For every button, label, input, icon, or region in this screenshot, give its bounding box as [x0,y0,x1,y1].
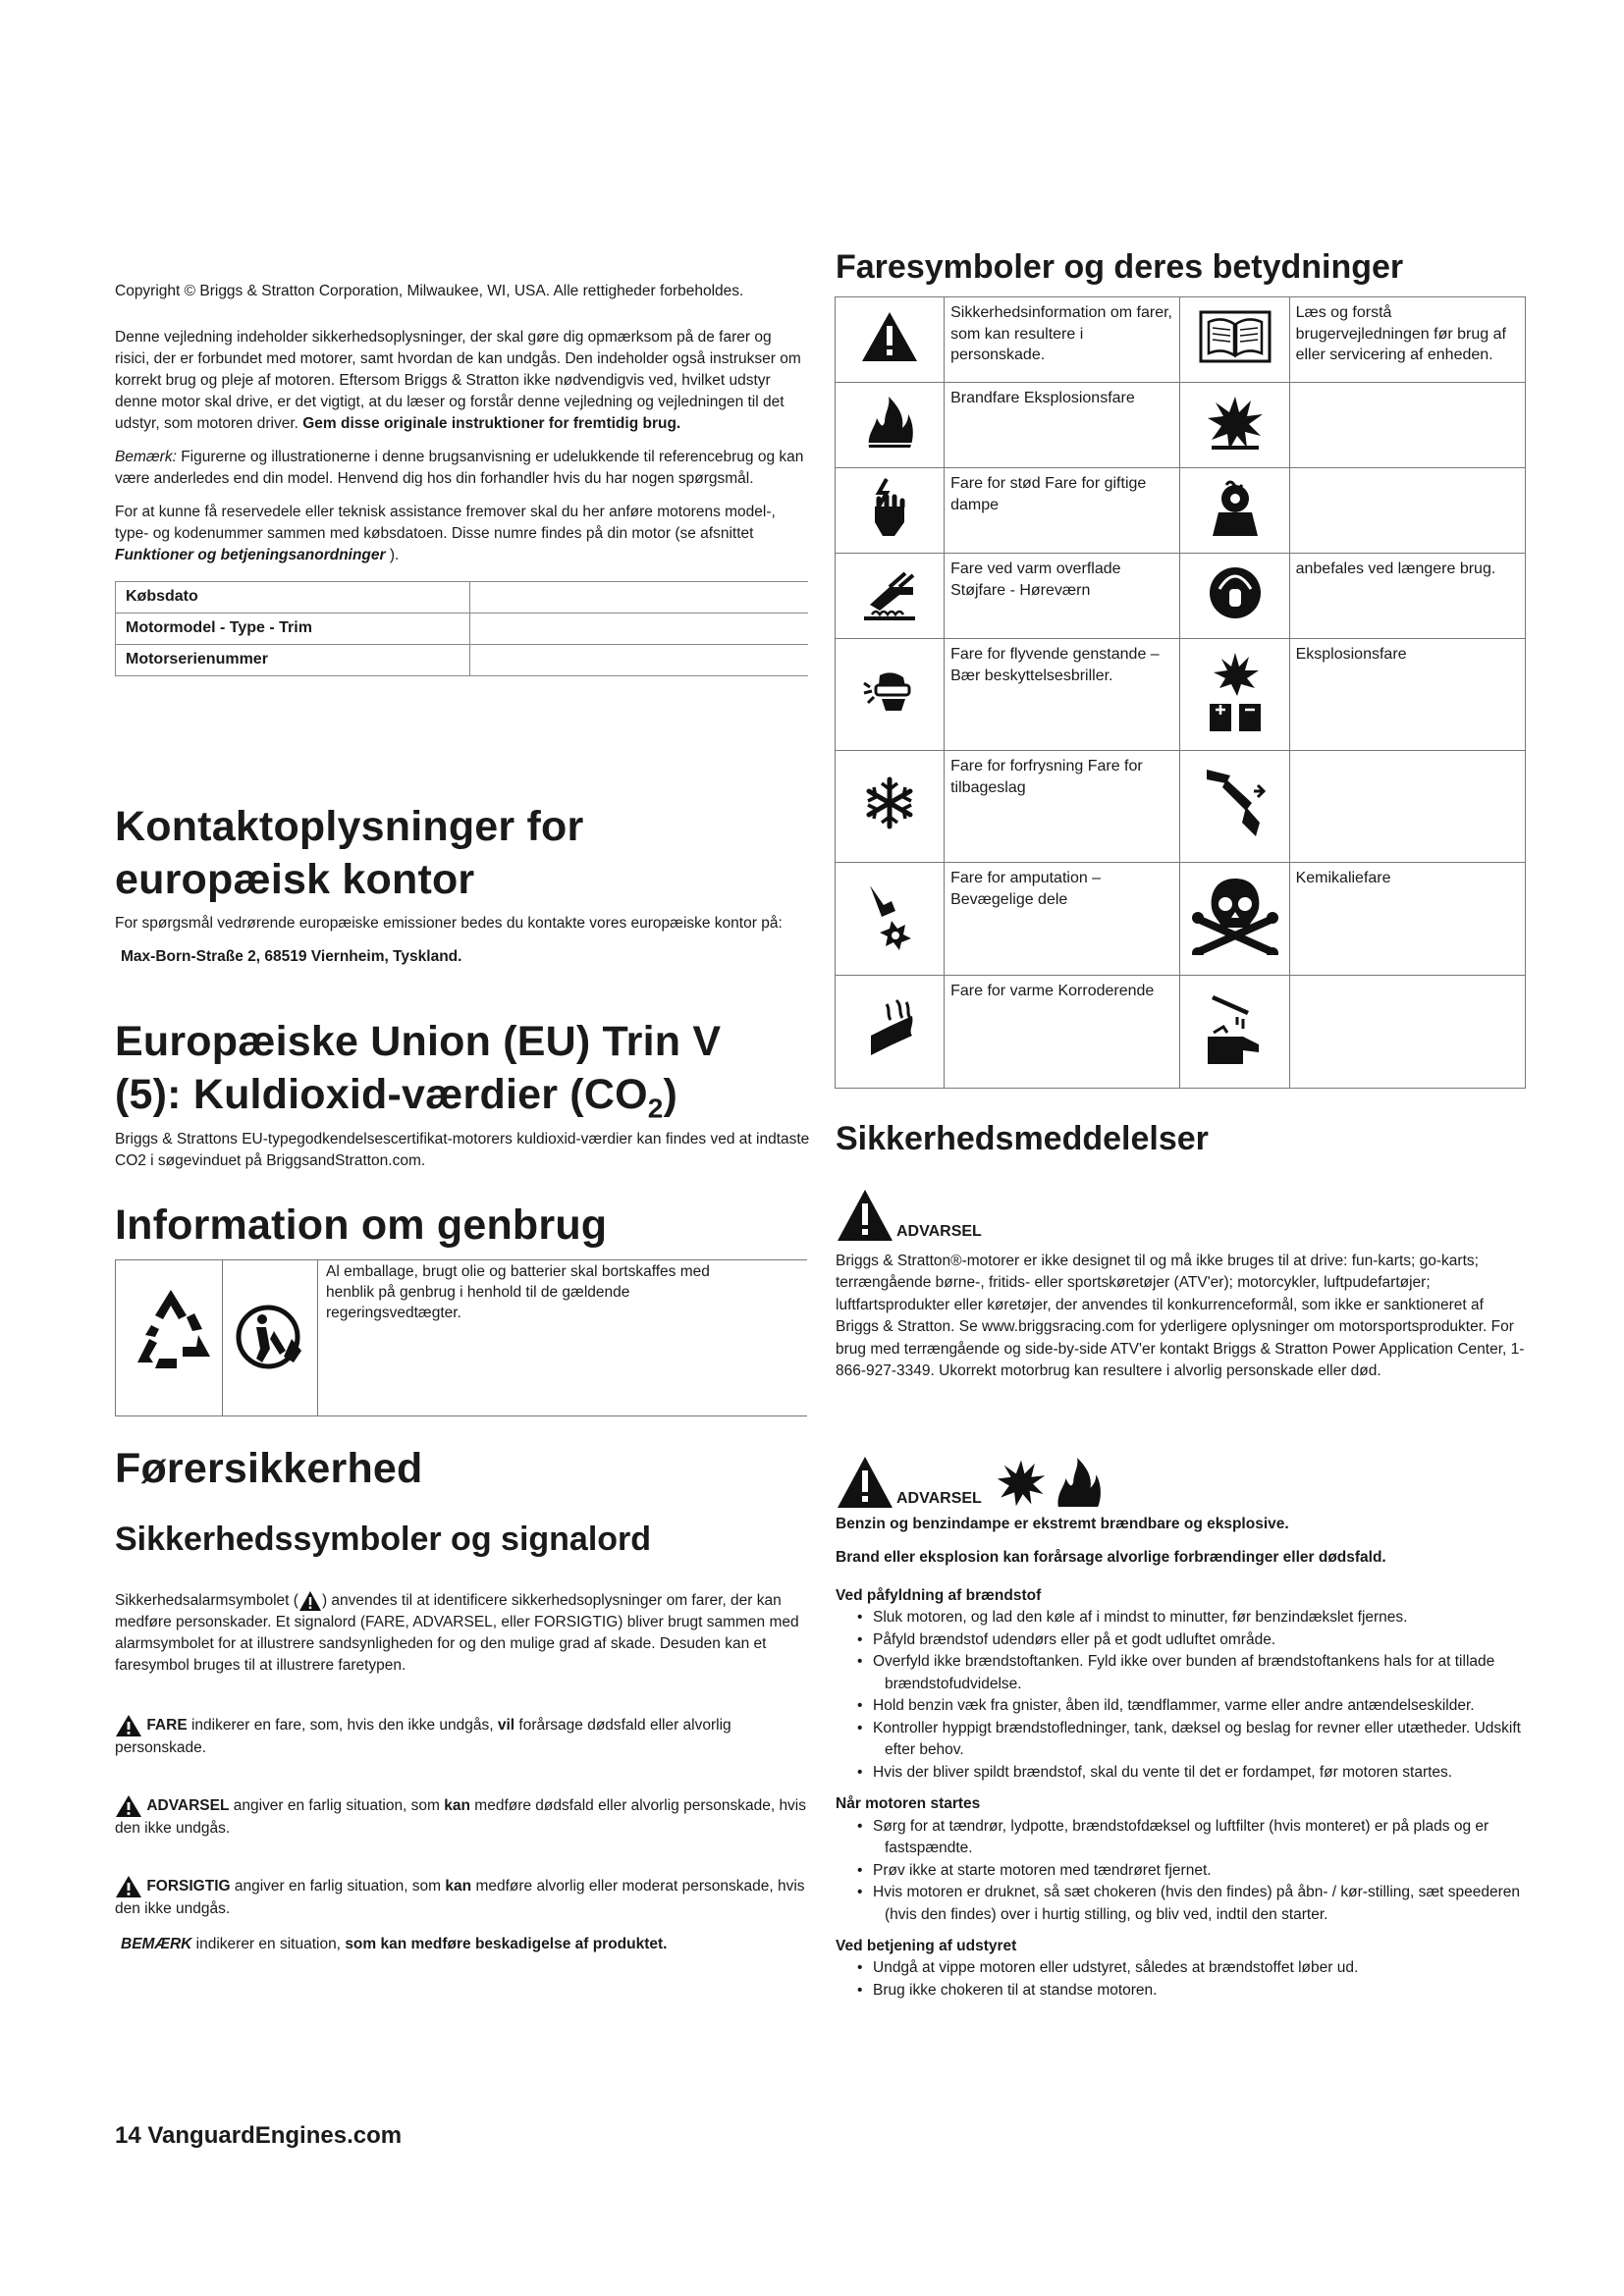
warning-label: ADVARSEL [896,1489,982,1507]
table-row [836,297,1526,383]
symbol-text [1289,383,1525,468]
table-row [836,976,1526,1089]
safety-title: Sikkerhedsmeddelelser [836,1120,1209,1157]
tidyman-icon-cell [223,1260,318,1415]
table-row [836,383,1526,468]
list-item: • Påfyld brændstof udendørs eller på et godt udluftet område. [873,1629,1529,1651]
symbols-section [836,249,1533,286]
list-item: • Hvis motoren er druknet, så sæt chokeren (hvis den findes) på åbn- / kør-stilling, sæt speederen (hvis den findes) over i hurtig stilling, og bliv ved, indtil den starter. [873,1882,1529,1926]
explosion-icon [1180,383,1289,468]
start-title: Når motoren startes [836,1795,981,1813]
symbol-text: Fare ved varm overflade Støjfare - Høreværn [945,554,1180,639]
table-row: Motormodel - Type - Trim [116,614,809,645]
table-row [836,639,1526,751]
recycle-box [115,1259,807,1416]
intro-paragraph: Denne vejledning indeholder sikkerhedsoplysninger, der skal gøre dig opmærksom på de farer og risici, der er forbundet med motorer, samt hvordan de kan undgås. Den indeholder også instrukser om korrekt brug og pleje af motoren. Eftersom Briggs & Stratton ikke nødvendigvis ved, hvilket udstyr denne motor skal drive, er det vigtigt, at du læser og forstår denne vejledning og vejledningen til det udstyr, som motoren driver. Gem disse originale instruktioner for fremtidig brug. [115,329,801,432]
frostbite-icon [836,751,945,863]
purchase-table [115,581,808,676]
explosion-icon [996,1455,1047,1510]
battery-explosion-icon [1180,639,1289,751]
symbol-text: Fare for amputation – Bevægelige dele [945,863,1180,976]
list-item: • Sørg for at tændrør, lydpotte, brændstofdæksel og luftfilter (hvis monteret) er på plads og er fastspændte. [873,1816,1529,1860]
symbol-text: Eksplosionsfare [1289,639,1525,751]
operate-list [836,1957,1529,2002]
list-item: • Kontroller hyppigt brændstofledninger, tank, dæksel og beslag for revner eller utætheder. Udskift efter behov. [873,1718,1529,1762]
eu-text: Briggs & Strattons EU-typegodkendelsescertifikat-motorers kuldioxid-værdier kan findes ved at indtaste CO2 i søgevinduet på BriggsandStratton.com. [115,1131,810,1170]
contact-text: For spørgsmål vedrørende europæiske emissioner bedes du kontakte vores europæiske kontor på: [115,914,783,932]
list-item: • Overfyld ikke brændstoftanken. Fyld ikke over bunden af brændstoftankens hals for at tillade brændstofudvidelse. [873,1651,1529,1695]
shock-icon [836,468,945,554]
model-field[interactable] [470,614,809,645]
list-item: • Sluk motoren, og lad den køle af i mindst to minutter, før benzindækslet fjernes. [873,1607,1529,1629]
page-footer: 14 VanguardEngines.com [115,2122,403,2149]
warning-triangle-icon [836,1455,894,1510]
contact-title-1: Kontaktoplysninger for [115,803,584,850]
fire-icon [1053,1455,1104,1510]
recycle-icon-cell [116,1260,223,1415]
warning-triangle-icon [298,1590,322,1612]
table-row: Motorserienummer [116,645,809,676]
warning-header-2 [836,1449,1529,1510]
hot-surface-icon [836,554,945,639]
signal-title: Sikkerhedssymboler og signalord [115,1520,652,1558]
symbol-text: Fare for varme Korroderende [945,976,1180,1089]
safety-alert-icon [836,297,945,383]
skull-icon [1180,863,1289,976]
signal-section [115,1590,807,1955]
eu-title-2: (5): Kuldioxid-værdier $(CO_2)$ [115,1070,678,1124]
start-list [836,1816,1529,1926]
corrosive-icon [1180,976,1289,1089]
recycle-icon [116,1260,222,1415]
symbol-text: Fare for flyvende genstande – Bær beskyttelsesbriller. [945,639,1180,751]
recycle-section [115,1200,822,1253]
flying-objects-icon [836,639,945,751]
operator-title: Førersikkerhed [115,1445,423,1492]
left-column [115,281,807,676]
eu-section [115,1016,822,1172]
table-row [836,554,1526,639]
contact-title-2: europæisk kontor [115,855,475,903]
recycle-title: Information om genbrug [115,1201,608,1249]
symbol-text [1289,468,1525,554]
serial-field[interactable] [470,645,809,676]
symbol-text: Fare for forfrysning Fare for tilbageslag [945,751,1180,863]
advarsel-paragraph: ADVARSEL angiver en farlig situation, som kan medføre dødsfald eller alvorlig personskade, hvis den ikke undgås. [115,1794,807,1840]
list-item: • Hvis der bliver spildt brændstof, skal du vente til det er fordampet, før motoren startes. [873,1762,1529,1784]
symbol-text: anbefales ved længere brug. [1289,554,1525,639]
list-item: • Prøv ikke at starte motoren med tændrøret fjernet. [873,1860,1529,1882]
table-row [836,751,1526,863]
fuel-title: Ved påfyldning af brændstof [836,1586,1042,1604]
intro-bold: Gem disse originale instruktioner for fremtidig brug. [302,415,681,432]
warning-bold-1: Benzin og benzindampe er ekstremt brændbare og eksplosive. [836,1516,1289,1532]
symbol-text [1289,751,1525,863]
fare-paragraph: FARE indikerer en fare, som, hvis den ikke undgås, vil forårsage dødsfald eller alvorlig personskade. [115,1714,807,1759]
operate-title: Ved betjening af udstyret [836,1937,1017,1954]
warning-triangle-icon [836,1188,894,1243]
symbols-title: Faresymboler og deres betydninger [836,248,1404,286]
warning-block-1 [836,1182,1529,1383]
parts-paragraph: For at kunne få reservedele eller teknisk assistance fremover skal du her anføre motorens model-, type- og kodenummer sammen med købsdatoen. Disse numre findes på din motor (se afsnittet Funktioner og betjeningsanordninger ). [115,504,776,563]
forsigtig-paragraph: FORSIGTIG angiver en farlig situation, som kan medføre alvorlig eller moderat personskade, hvis den ikke undgås. [115,1875,807,1920]
operator-section [115,1443,822,1560]
warning-triangle-icon [115,1794,142,1818]
warning-triangle-icon [115,1875,142,1898]
contact-address: Max-Born-Straße 2, 68519 Viernheim, Tyskland. [121,947,462,965]
kickback-icon [1180,751,1289,863]
fuel-list [836,1607,1529,1784]
copyright-text: Copyright © Briggs & Stratton Corporation, Milwaukee, WI, USA. Alle rettigheder forbeholdes. [115,283,744,299]
symbol-text: Kemikaliefare [1289,863,1525,976]
symbol-text: Læs og forstå brugervejledningen før brug af eller servicering af enheden. [1289,297,1525,383]
symbol-text [1289,976,1525,1089]
warning-header-1 [836,1182,1529,1243]
warning-triangle-icon [115,1714,142,1737]
symbols-table-wrap [835,296,1526,1089]
bemaerk-paragraph: BEMÆRK indikerer en situation, som kan medføre beskadigelse af produktet. [121,1936,668,1953]
list-item: • Hold benzin væk fra gnister, åben ild, tændflammer, varme eller andre antændelseskilder. [873,1695,1529,1717]
fire-icon [836,383,945,468]
contact-section [115,801,822,968]
hearing-protection-icon [1180,554,1289,639]
list-item: • Undgå at vippe motoren eller udstyret, således at brændstoffet løber ud. [873,1957,1529,1979]
manual-icon [1180,297,1289,383]
symbol-text: Sikkerhedsinformation om farer, som kan resultere i personskade. [945,297,1180,383]
symbols-table [835,296,1526,1089]
table-row: Købsdato [116,582,809,614]
symbol-text: Brandfare Eksplosionsfare [945,383,1180,468]
safety-messages-section [836,1119,1533,1159]
warning-text: Briggs & Stratton®-motorer er ikke designet til og må ikke bruges til at drive: fun-karts; go-karts; terrængående børne-, fritids- eller sportskøretøjer (ATV'er); motorcykler, luftpudefartøjer; luftfartsprodukter eller køretøjer, der anvendes til konkurrenceformål, som ikke er sanktioneret af Briggs & Stratton. Se www.briggsracing.com for yderligere oplysninger om motorsportsprodukter. For brug med terrængående og side-by-side ATV'er kontakt Briggs & Stratton Power Application Center, 1-866-927-3349. Ukorrekt motorbrug kan resultere i alvorlig personskade eller død. [836,1253,1525,1380]
eu-title-1: Europæiske Union (EU) Trin V [115,1018,722,1065]
signal-text: Sikkerhedsalarmsymbolet ( ) anvendes til at identificere sikkerhedsoplysninger om farer, der kan medføre personskader. Et signalord (FARE, ADVARSEL, eller FORSIGTIG) bliver brugt sammen med alarmsymbolet for at illustrere sandsynligheden for og den mulige grad af skade. Desuden kan et faresymbol bruges til at illustrere faretypen. [115,1590,807,1677]
symbol-text: Fare for stød Fare for giftige dampe [945,468,1180,554]
purchase-date-field[interactable] [470,582,809,614]
note-paragraph: Bemærk: Figurerne og illustrationerne i denne brugsanvisning er udelukkende til referencebrug og kan være anderledes end din model. Henvend dig hos din forhandler hvis du har nogen spørgsmål. [115,449,804,487]
heat-icon [836,976,945,1089]
list-item: • Brug ikke chokeren til at standse motoren. [873,1980,1529,2002]
warning-bold-2: Brand eller eksplosion kan forårsage alvorlige forbrændinger eller dødsfald. [836,1549,1386,1567]
recycle-text: Al emballage, brugt olie og batterier skal bortskaffes med henblik på genbrug i henhold til de gældende regeringsvedtægter. [326,1263,710,1321]
amputation-icon [836,863,945,976]
toxic-fumes-icon [1180,468,1289,554]
warning-block-2 [836,1449,1529,2002]
warning-label: ADVARSEL [896,1222,982,1240]
tidyman-icon [223,1260,317,1415]
table-row [836,863,1526,976]
table-row [836,468,1526,554]
